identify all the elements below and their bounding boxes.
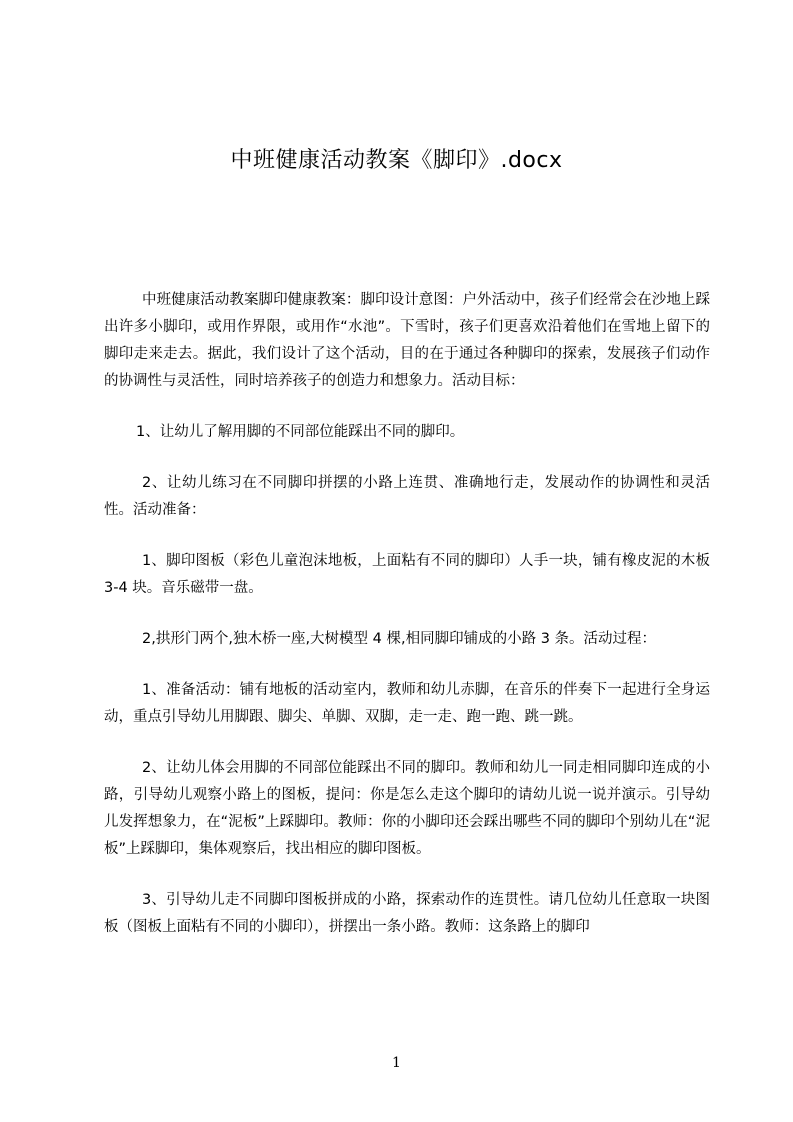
paragraph-goal-2: 2、让幼儿练习在不同脚印拼摆的小路上连贯、准确地行走，发展动作的协调性和灵活性。活动准备： xyxy=(104,475,710,518)
document-title: 中班健康活动教案《脚印》.docx xyxy=(230,148,563,173)
paragraph-process-2: 2、让幼儿体会用脚的不同部位能踩出不同的脚印。教师和幼儿一同走相同脚印连成的小路，引导幼儿观察小路上的图板，提问：你是怎么走这个脚印的请幼儿说一说并演示。引导幼儿发挥想象力，在“泥板”上踩脚印。教师：你的小脚印还会踩出哪些不同的脚印个别幼儿在“泥板”上踩脚印，集体观察后，找出相应的脚印图板。 xyxy=(104,760,710,857)
paragraph-goal-1: 1、让幼儿了解用脚的不同部位能踩出不同的脚印。 xyxy=(136,424,465,440)
paragraph-prep-2: 2,拱形门两个,独木桥一座,大树模型 4 棵,相同脚印铺成的小路 3 条。活动过程： xyxy=(142,631,657,647)
paragraph-process-3: 3、引导幼儿走不同脚印图板拼成的小路，探索动作的连贯性。请几位幼儿任意取一块图板（图板上面粘有不同的小脚印），拼摆出一条小路。教师：这条路上的脚印 xyxy=(104,892,710,935)
paragraph-prep-1: 1、脚印图板（彩色儿童泡沫地板，上面粘有不同的脚印）人手一块，铺有橡皮泥的木板 3-4 块。音乐磁带一盘。 xyxy=(104,553,710,596)
document-body xyxy=(104,287,710,941)
paragraph-intro: 中班健康活动教案脚印健康教案：脚印设计意图：户外活动中，孩子们经常会在沙地上踩出许多小脚印，或用作界限，或用作“水池”。下雪时，孩子们更喜欢沿着他们在雪地上留下的脚印走来走去。据此，我们设计了这个活动，目的在于通过各种脚印的探索，发展孩子们动作的协调性与灵活性，同时培养孩子的创造力和想象力。活动目标： xyxy=(104,292,710,389)
paragraph-process-1: 1、准备活动：铺有地板的活动室内，教师和幼儿赤脚，在音乐的伴奏下一起进行全身运动，重点引导幼儿用脚跟、脚尖、单脚、双脚，走一走、跑一跑、跳一跳。 xyxy=(104,682,710,725)
page-number: 1 xyxy=(392,1055,401,1071)
